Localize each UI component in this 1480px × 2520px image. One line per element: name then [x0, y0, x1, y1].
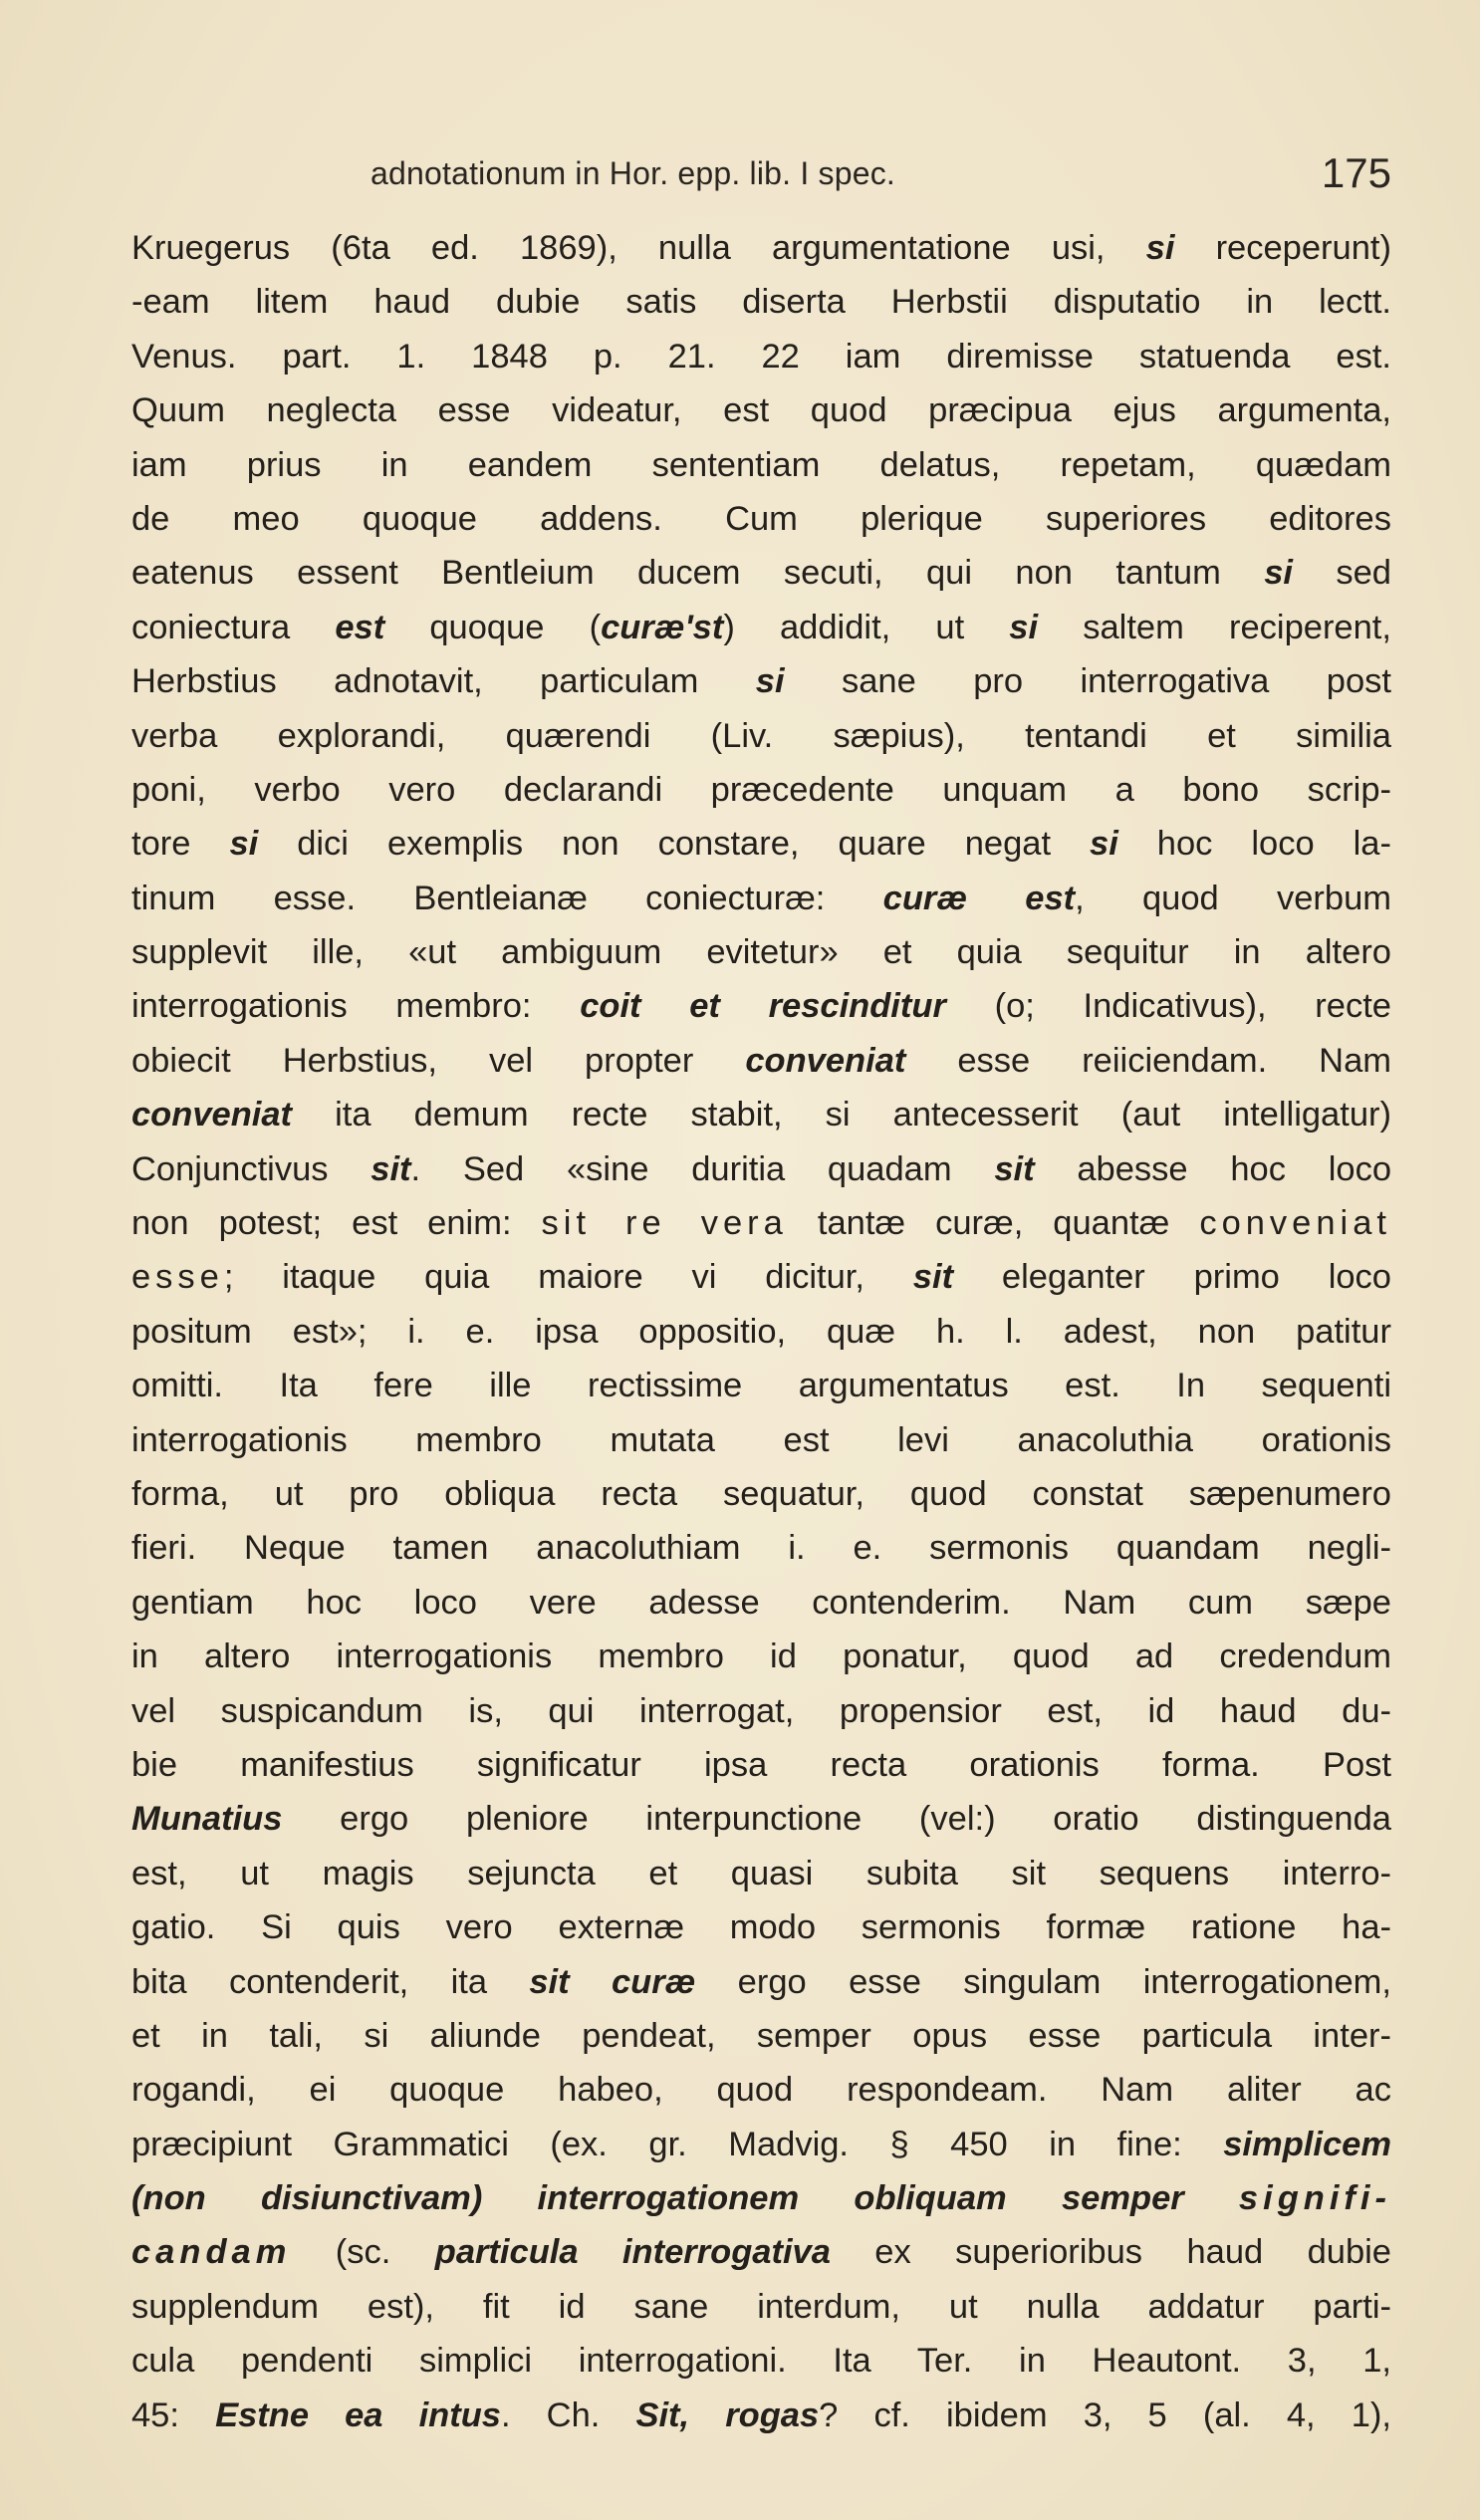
text-line [131, 1792, 1391, 1846]
text-segment: esse reiiciendam. Nam [905, 1041, 1391, 1080]
text-line [131, 1467, 1391, 1521]
text-segment: ex superioribus haud dubie [830, 2233, 1391, 2272]
text-line [131, 1900, 1391, 1954]
text-line [131, 492, 1391, 546]
text-segment: supplevit ille, «ut ambiguum evitetur» et quia sequitur in altero [131, 933, 1391, 972]
text-segment: ergo esse singulam interrogationem, [695, 1962, 1391, 2001]
text-segment: eatenus essent Bentleium ducem secuti, qui non tantum [131, 554, 1265, 593]
text-segment: . Ch. [500, 2395, 636, 2434]
text-segment: Kruegerus (6ta ed. 1869), nulla argumentatione usi, [131, 229, 1146, 267]
text-segment: tore [131, 825, 230, 864]
text-line [131, 1305, 1391, 1359]
emphasis-segment: curæ'st [601, 608, 724, 646]
text-line [131, 709, 1391, 763]
emphasis-segment: sit [370, 1149, 411, 1188]
text-segment: præcipiunt Grammatici (ex. gr. Madvig. § 450 in fine: [131, 2125, 1224, 2163]
emphasis-segment: simplicem [1223, 2125, 1391, 2163]
text-line [131, 1034, 1391, 1088]
text-segment: gentiam hoc loco vere adesse contenderim. Nam cum sæpe [131, 1583, 1391, 1622]
emphasis-segment: sit [994, 1149, 1035, 1188]
text-segment: ; itaque quia maiore vi dicitur, [223, 1258, 913, 1297]
text-segment: forma, ut pro obliqua recta sequatur, quod constat sæpenumero [131, 1474, 1391, 1513]
text-segment: supplendum est), fit id sane interdum, ut nulla addatur parti- [131, 2287, 1391, 2326]
text-segment: bie manifestius significatur ipsa recta orationis forma. Post [131, 1745, 1391, 1784]
emphasis-segment: particula interrogativa [434, 2233, 831, 2272]
text-segment: verba explorandi, quærendi (Liv. sæpius), tentandi et similia [131, 716, 1391, 755]
text-line [131, 2171, 1391, 2225]
text-segment: sed [1292, 554, 1391, 593]
emphasis-segment: Munatius [131, 1800, 283, 1839]
text-segment: est, ut magis sejuncta et quasi subita sit sequens interro- [131, 1854, 1391, 1892]
body-text [131, 221, 1391, 2442]
emphasis-segment: si [229, 825, 259, 864]
text-segment: gatio. Si quis vero externæ modo sermonis formæ ratione ha- [131, 1908, 1391, 1947]
text-segment: hoc loco la- [1117, 825, 1391, 864]
emphasis-segment: si [1090, 825, 1118, 864]
text-segment: eleganter primo loco [953, 1258, 1391, 1297]
text-line [131, 2334, 1391, 2388]
text-segment: 45: [131, 2395, 216, 2434]
text-segment: ? cf. ibidem 3, 5 (al. 4, 1), [819, 2395, 1391, 2434]
text-segment: Venus. part. 1. 1848 p. 21. 22 iam diremisse statuenda est. [131, 337, 1391, 376]
text-line [131, 925, 1391, 979]
text-line [131, 1413, 1391, 1467]
text-line [131, 2389, 1391, 2442]
emphasis-segment: signifi- [1238, 2179, 1391, 2218]
text-line [131, 1250, 1391, 1304]
text-line [131, 438, 1391, 492]
emphasis-segment: (non disiunctivam) interrogationem obliquam semper [131, 2179, 1239, 2218]
emphasis-segment: Sit, rogas [635, 2395, 820, 2434]
emphasis-segment: sit [912, 1258, 954, 1297]
text-line [131, 1630, 1391, 1683]
text-segment: bita contenderit, ita [131, 1962, 530, 2001]
text-segment: Quum neglecta esse videatur, est quod præcipua ejus argumenta, [131, 391, 1391, 430]
text-line [131, 546, 1391, 600]
emphasis-segment: sit curæ [529, 1962, 696, 2001]
page-header [131, 149, 1391, 199]
text-segment: interrogationis membro: [131, 987, 581, 1026]
page-number: 175 [1321, 149, 1391, 196]
text-line [131, 383, 1391, 437]
text-line [131, 221, 1391, 275]
emphasis-segment: est [335, 608, 385, 646]
emphasis-segment: Estne ea intus [215, 2395, 501, 2434]
text-segment: ita demum recte stabit, si antecesserit (aut intelligatur) [292, 1096, 1391, 1134]
text-segment: interrogationis membro mutata est levi anacoluthia orationis [131, 1420, 1391, 1459]
text-segment: Herbstius adnotavit, particulam [131, 662, 756, 701]
text-line [131, 601, 1391, 654]
text-segment: positum est»; i. e. ipsa oppositio, quæ h. l. adest, non patitur [131, 1312, 1391, 1351]
emphasis-segment: si [1009, 608, 1039, 646]
text-line [131, 2009, 1391, 2063]
text-segment: fieri. Neque tamen anacoluthiam i. e. sermonis quandam negli- [131, 1529, 1391, 1568]
text-segment: cula pendenti simplici interrogationi. Ita Ter. in Heautont. 3, 1, [131, 2342, 1391, 2381]
text-line [131, 2225, 1391, 2279]
emphasis-segment: conveniat [1199, 1204, 1391, 1243]
text-segment: Conjunctivus [131, 1149, 371, 1188]
text-line [131, 1359, 1391, 1412]
text-line [131, 2118, 1391, 2171]
text-segment: . Sed «sine duritia quadam [410, 1149, 995, 1188]
text-segment: rogandi, ei quoque habeo, quod respondeam. Nam aliter ac [131, 2071, 1391, 2110]
text-line [131, 979, 1391, 1033]
text-line [131, 1088, 1391, 1141]
text-segment: in altero interrogationis membro id ponatur, quod ad credendum [131, 1638, 1391, 1676]
emphasis-segment: sit re vera [541, 1204, 788, 1243]
running-head: adnotationum in Hor. epp. lib. I spec. [370, 155, 896, 191]
text-line [131, 654, 1391, 708]
text-segment: sane pro interrogativa post [784, 662, 1391, 701]
text-line [131, 1684, 1391, 1738]
text-line [131, 1738, 1391, 1792]
text-line [131, 1521, 1391, 1575]
text-segment: quoque ( [384, 608, 602, 646]
text-segment: abesse hoc loco [1034, 1149, 1392, 1188]
text-line [131, 1196, 1391, 1250]
text-line [131, 2063, 1391, 2117]
emphasis-segment: si [755, 662, 785, 701]
text-segment: tinum esse. Bentleianæ coniecturæ: [131, 879, 883, 917]
text-line [131, 2280, 1391, 2334]
text-line [131, 275, 1391, 329]
text-line [131, 330, 1391, 383]
text-segment: omitti. Ita fere ille rectissime argumentatus est. In sequenti [131, 1367, 1391, 1405]
text-segment: (sc. [291, 2233, 435, 2272]
text-segment: ergo pleniore interpunctione (vel:) oratio distinguenda [282, 1800, 1391, 1839]
text-segment: obiecit Herbstius, vel propter [131, 1041, 746, 1080]
emphasis-segment: candam [131, 2233, 292, 2272]
text-segment: iam prius in eandem sententiam delatus, repetam, quædam [131, 445, 1391, 484]
text-line [131, 1576, 1391, 1630]
text-line [131, 872, 1391, 925]
text-segment: dici exemplis non constare, quare negat [258, 825, 1091, 864]
text-segment: de meo quoque addens. Cum plerique superiores editores [131, 499, 1391, 538]
text-segment: non potest; est enim: [131, 1204, 542, 1243]
text-line [131, 817, 1391, 871]
emphasis-segment: curæ est [882, 879, 1076, 917]
text-segment: tantæ curæ, quantæ [787, 1204, 1200, 1243]
text-line [131, 1847, 1391, 1900]
text-segment: vel suspicandum is, qui interrogat, propensior est, id haud du- [131, 1691, 1391, 1730]
text-segment: (o; Indicativus), recte [945, 987, 1391, 1026]
emphasis-segment: si [1264, 554, 1293, 593]
text-segment: -eam litem haud dubie satis diserta Herbstii disputatio in lectt. [131, 283, 1391, 322]
emphasis-segment: conveniat [745, 1041, 906, 1080]
text-segment: , quod verbum [1075, 879, 1392, 917]
text-segment: receperunt) [1174, 229, 1391, 267]
text-segment: et in tali, si aliunde pendeat, semper opus esse particula inter- [131, 2016, 1391, 2055]
text-segment: coniectura [131, 608, 336, 646]
text-segment: poni, verbo vero declarandi præcedente unquam a bono scrip- [131, 770, 1391, 809]
text-segment: saltem reciperent, [1038, 608, 1391, 646]
text-line [131, 763, 1391, 817]
text-segment: ) addidit, ut [723, 608, 1010, 646]
emphasis-segment: si [1145, 229, 1175, 267]
text-line [131, 1142, 1391, 1196]
text-line [131, 1955, 1391, 2009]
emphasis-segment: conveniat [131, 1096, 293, 1134]
emphasis-segment: coit et rescinditur [580, 987, 946, 1026]
emphasis-segment: esse [131, 1258, 224, 1297]
